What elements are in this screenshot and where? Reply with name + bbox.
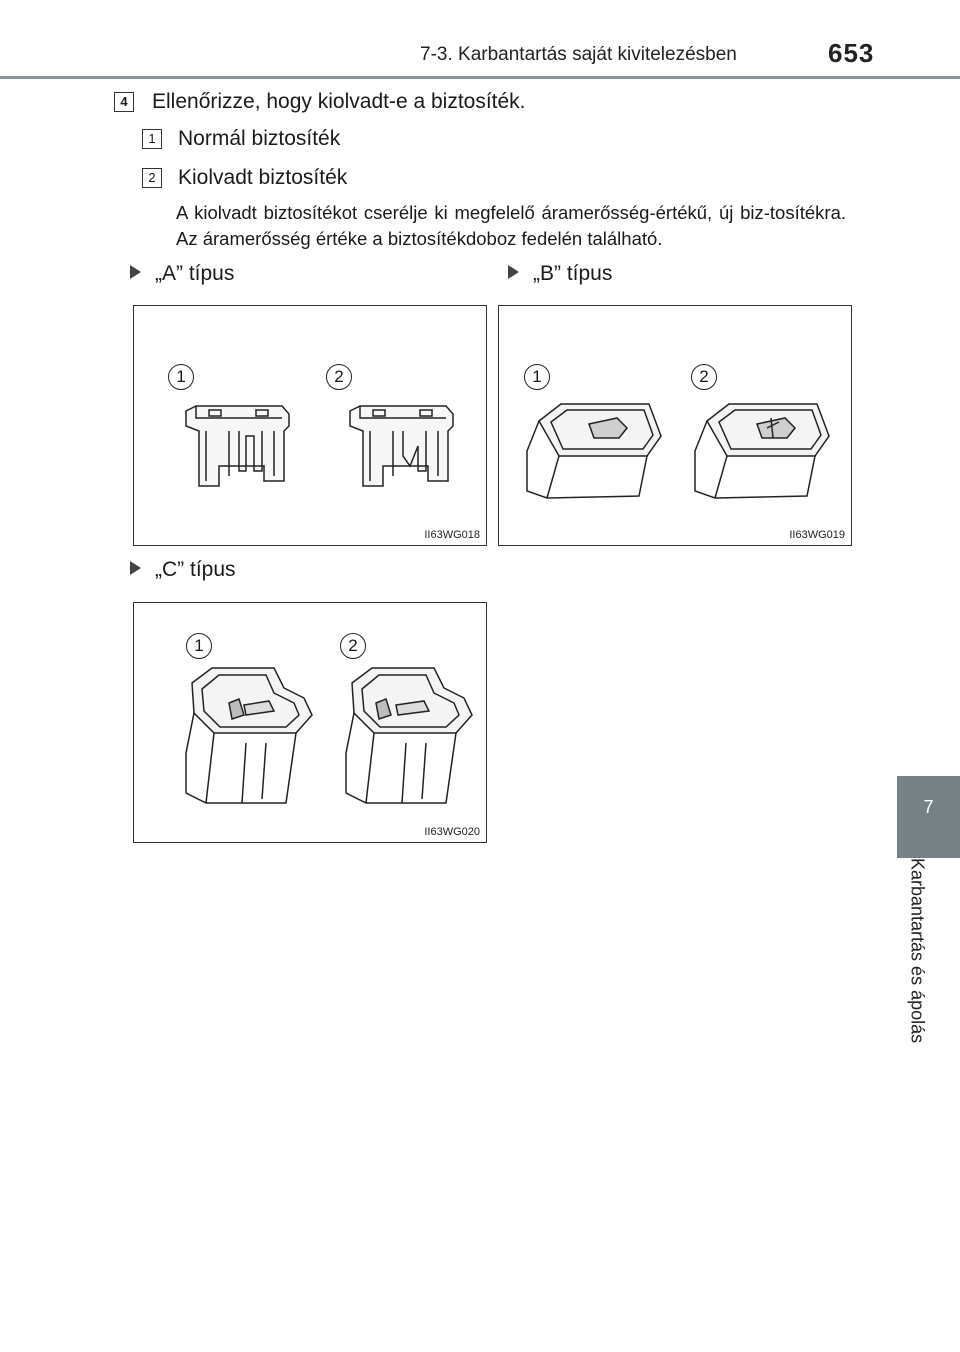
item-label: Kiolvadt biztosíték <box>178 166 348 189</box>
figure-code: II63WG018 <box>424 529 480 541</box>
arrow-right-icon <box>508 265 519 279</box>
fuse-b-illustration <box>499 306 853 547</box>
figure-code: II63WG020 <box>424 826 480 838</box>
chapter-title: Karbantartás és ápolás <box>907 858 928 1044</box>
header-rule <box>0 76 960 79</box>
item-label: Normál biztosíték <box>178 127 341 150</box>
section-title: 7-3. Karbantartás saját kivitelezésben <box>420 44 737 65</box>
step-text: Ellenőrizze, hogy kiolvadt-e a biztosíték. <box>152 90 526 113</box>
item-number-box: 2 <box>142 168 162 188</box>
callout-2: 2 <box>340 633 366 659</box>
figure-panel-b <box>498 305 852 546</box>
fuse-a-illustration <box>134 306 488 547</box>
step-description: A kiolvadt biztosítékot cserélje ki megfelelő áramerősség-értékű, új biz-tosítékra. Az áramerősség értéke a biztosítékdoboz fedelén található. <box>176 202 846 249</box>
callout-1: 1 <box>186 633 212 659</box>
figure-code: II63WG019 <box>789 529 845 541</box>
chapter-number: 7 <box>923 797 934 817</box>
figure-panel-c <box>133 602 487 843</box>
item-number-box: 1 <box>142 129 162 149</box>
figure-label: „B” típus <box>508 262 612 286</box>
callout-2: 2 <box>326 364 352 390</box>
figure-panel-a <box>133 305 487 546</box>
arrow-right-icon <box>130 265 141 279</box>
page-number: 653 <box>828 38 875 68</box>
callout-1: 1 <box>524 364 550 390</box>
step-number-box: 4 <box>114 92 134 112</box>
chapter-title-strip <box>897 858 960 1080</box>
callout-2: 2 <box>691 364 717 390</box>
callout-1: 1 <box>168 364 194 390</box>
figure-label: „C” típus <box>130 558 236 582</box>
arrow-right-icon <box>130 561 141 575</box>
figure-label: „A” típus <box>130 262 234 286</box>
